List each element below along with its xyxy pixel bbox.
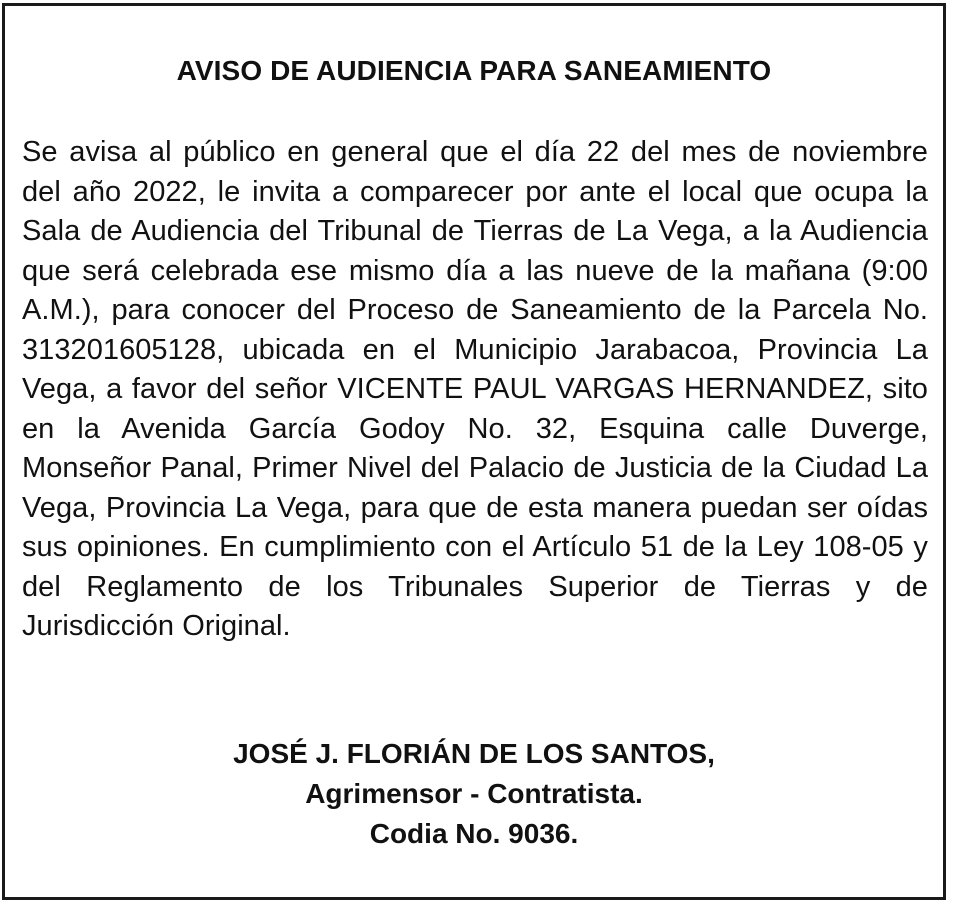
notice-title: AVISO DE AUDIENCIA PARA SANEAMIENTO	[176, 55, 772, 86]
signature-codia: Codia No. 9036.	[369, 818, 579, 849]
notice-body: Se avisa al público en general que el día 22 del mes de noviembre del año 2022, le invita a comparecer por ante el local que ocupa la Sala de Audiencia del Tribunal de Tierras de La Vega, a la Audiencia que será celebrada ese mismo día a las nueve de la mañana (9:00 A.M.), para conocer del Proceso de Saneamiento de la Parcela No. 313201605128, ubicada en el Municipio Jarabacoa, Provincia La Vega, a favor del señor VICENTE PAUL VARGAS HERNANDEZ, sito en la Avenida García Godoy No. 32, Esquina calle Duverge, Monseñor Panal, Primer Nivel del Palacio de Justicia de la Ciudad La Vega, Provincia La Vega, para que de esta manera puedan ser oídas sus opiniones. En cumplimiento con el Artículo 51 de la Ley 108-05 y del Reglamento de los Tribunales Superior de Tierras y de Jurisdicción Original.	[22, 136, 928, 642]
notice-frame	[2, 3, 946, 900]
signature-name: JOSÉ J. FLORIÁN DE LOS SANTOS,	[233, 738, 715, 769]
signature-role: Agrimensor - Contratista.	[305, 778, 643, 809]
signature-block	[5, 734, 943, 854]
